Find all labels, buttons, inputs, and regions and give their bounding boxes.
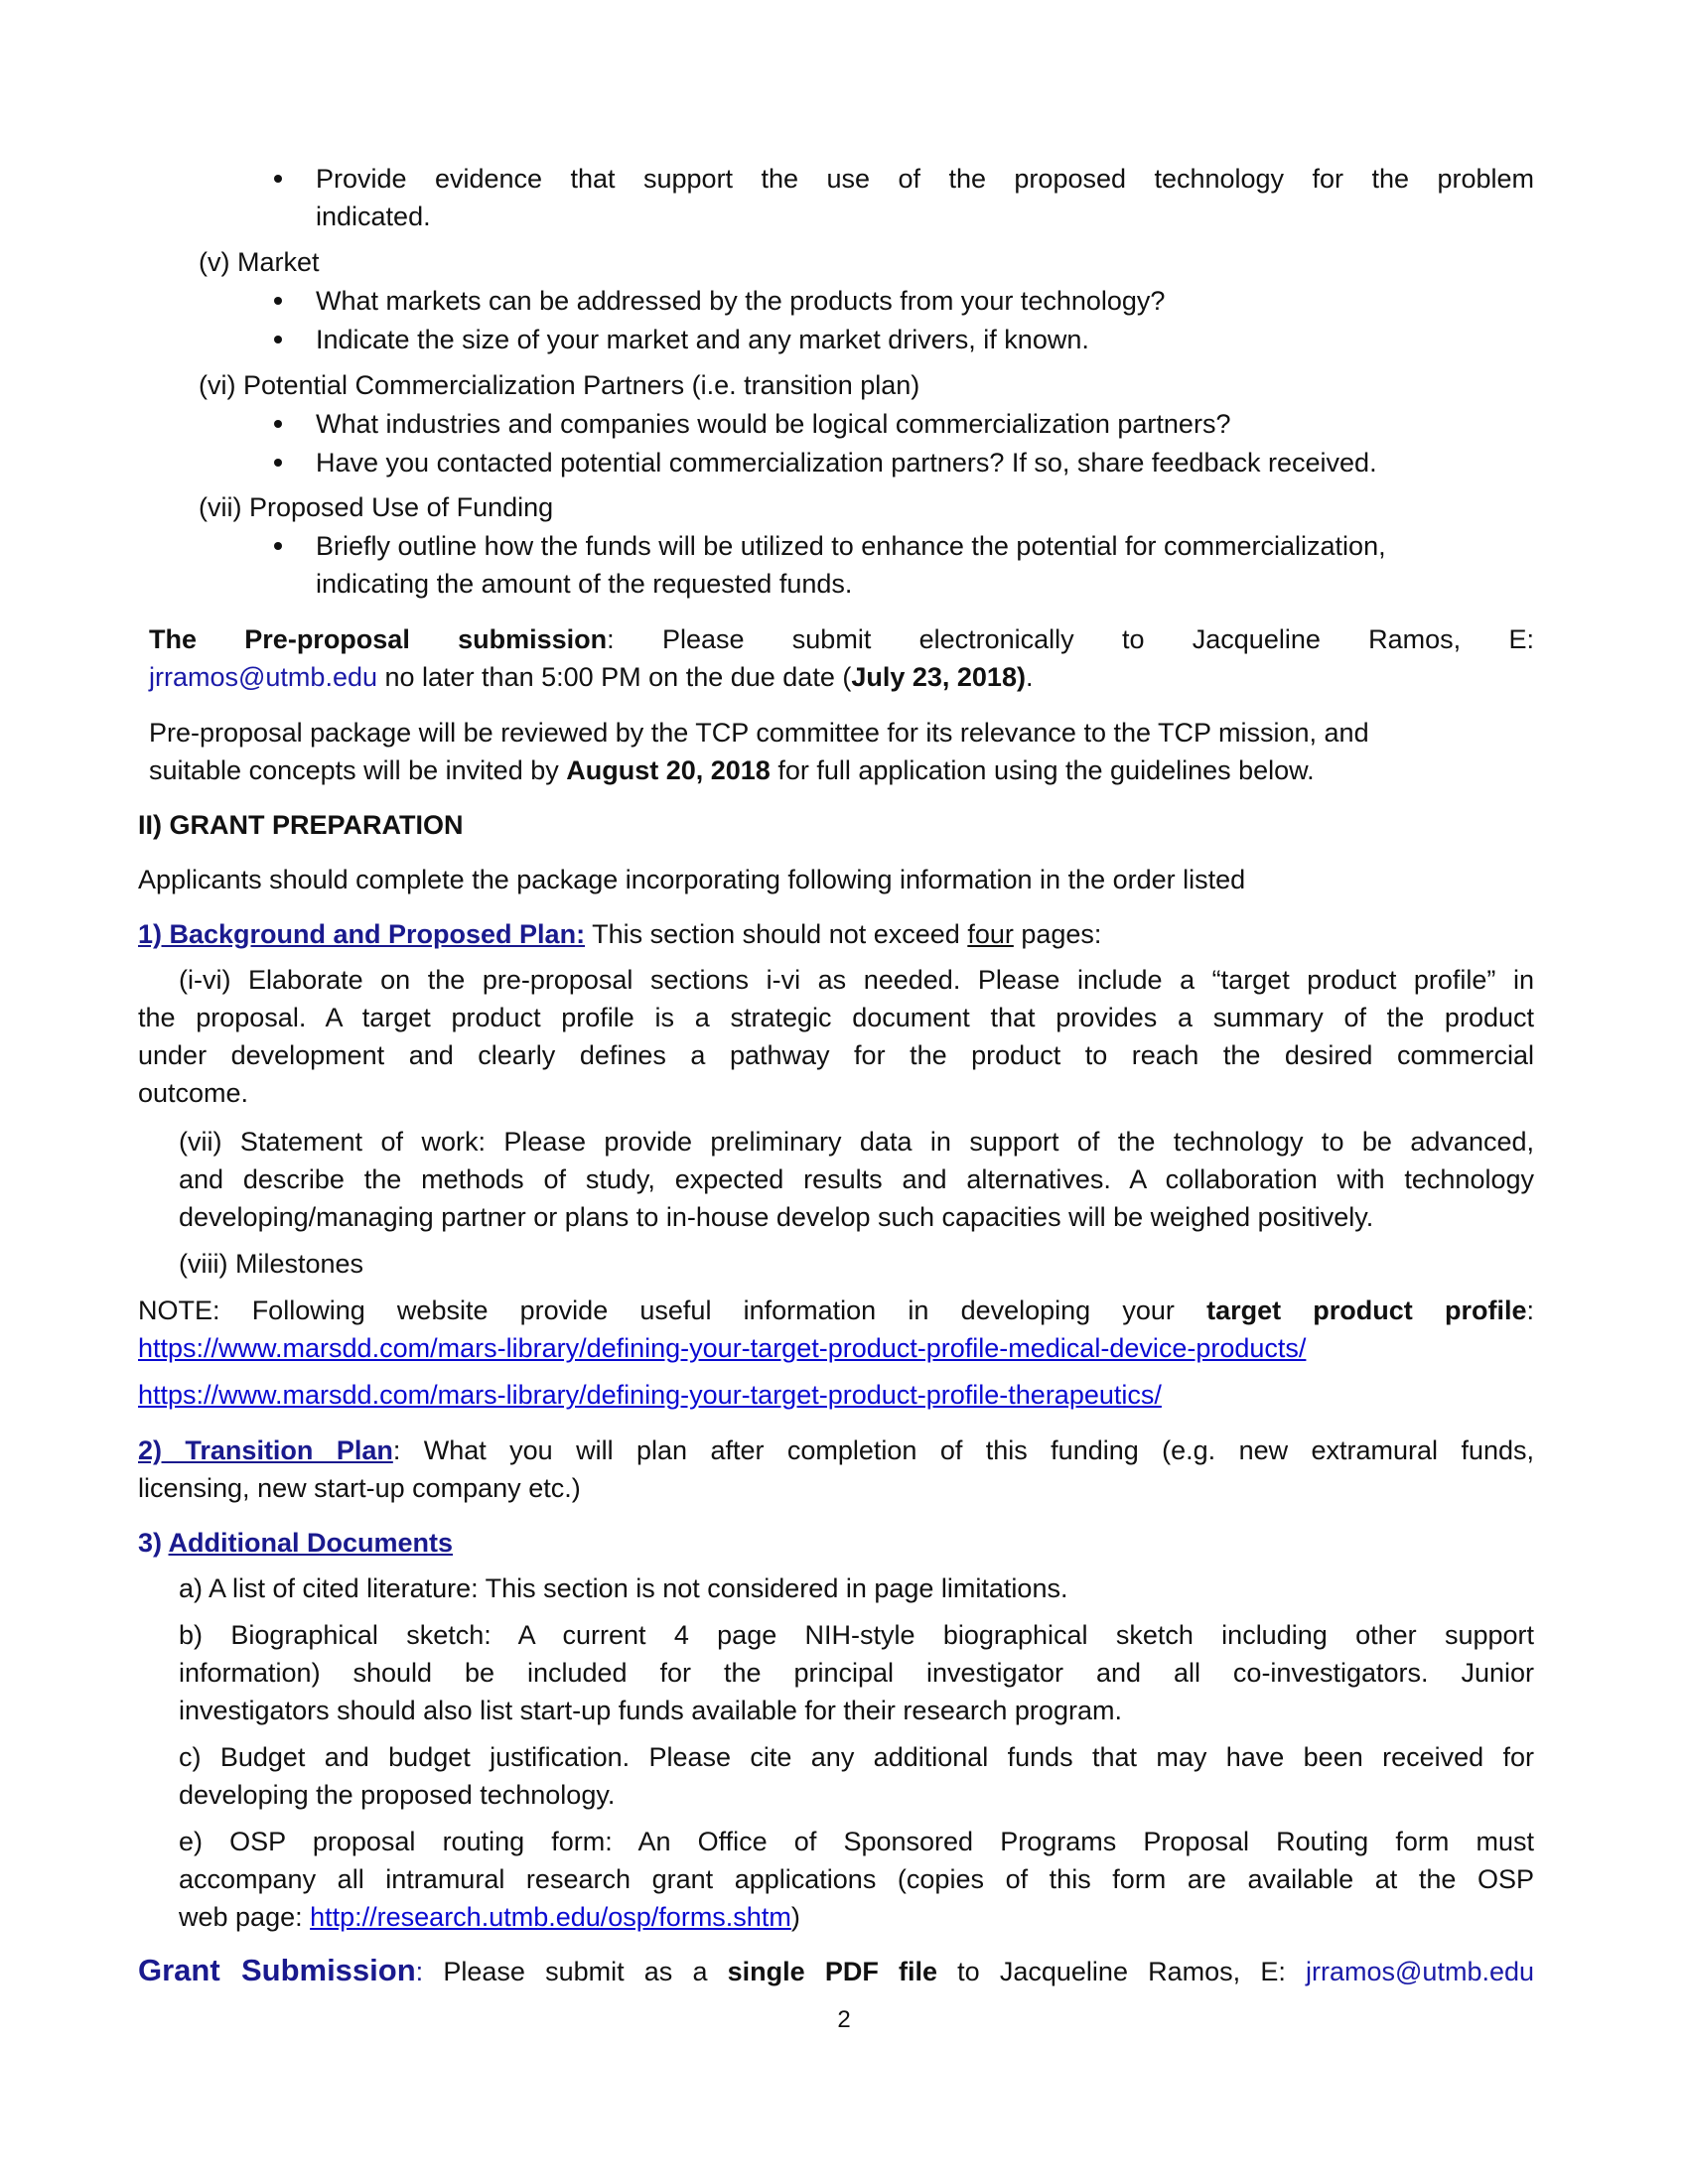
ivi-text: (i-vi) Elaborate on the pre-proposal sections i-vi as needed. Please include a “target product profile” in [179,965,1534,995]
bullet-text: indicated. [316,202,431,231]
heading-colon: : [415,1957,424,1986]
bullet-icon [274,336,282,343]
tpp-medical-device-link[interactable]: https://www.marsdd.com/mars-library/defining-your-target-product-profile-medical-device-products/ [138,1333,1307,1363]
ivi-text: under development and clearly defines a pathway for the product to reach the desired commercial [138,1040,1534,1070]
submission-email-link[interactable]: jrramos@utmb.edu [1306,1957,1535,1986]
note-bold: target product profile [1206,1296,1527,1325]
additional-item-b: information) should be included for the principal investigator and all co-investigators. Junior [179,1658,1534,1688]
bullet-icon [274,459,282,467]
due-date: July 23, 2018) [851,662,1026,692]
subsection-label-funding: (vii) Proposed Use of Funding [199,492,554,522]
transition-text: : What you will plan after completion of this funding (e.g. new extramural funds, [392,1435,1534,1465]
background-desc: pages: [1013,919,1102,949]
background-heading-line [138,915,1101,953]
review-line2 [149,751,1315,789]
additional-item-a: a) A list of cited literature: This section is not considered in page limitations. [179,1573,1068,1603]
bullet-text: indicating the amount of the requested funds. [316,569,853,599]
section-heading-grant-preparation: II) GRANT PREPARATION [138,810,464,840]
submission-format: single PDF file [727,1957,938,1986]
sow-text: and describe the methods of study, expected results and alternatives. A collaboration with technology [179,1164,1534,1194]
grant-submission-heading: Grant Submission [138,1953,416,1987]
transition-heading-link[interactable]: 2) Transition Plan [138,1435,393,1465]
additional-item-c: c) Budget and budget justification. Please cite any additional funds that may have been received for [179,1742,1534,1772]
additional-item-b: b) Biographical sketch: A current 4 page NIH-style biographical sketch including other support [179,1620,1534,1650]
tpp-therapeutics-link[interactable]: https://www.marsdd.com/mars-library/defining-your-target-product-profile-therapeutics/ [138,1380,1162,1410]
sow-text: developing/managing partner or plans to in-house develop such capacities will be weighed positively. [179,1202,1374,1232]
web-page-label: web page: [179,1902,311,1932]
milestones-label: (viii) Milestones [179,1249,364,1279]
note-lead: NOTE: Following website provide useful information in developing your [138,1296,1207,1325]
ivi-text: the proposal. A target product profile is a strategic document that provides a summary of the product [138,1003,1534,1032]
bullet-text: Provide evidence that support the use of the proposed technology for the problem [316,164,1534,194]
additional-prefix: 3) [138,1528,169,1558]
additional-item-e: e) OSP proposal routing form: An Office of Sponsored Programs Proposal Routing form must [179,1827,1534,1856]
preproposal-label: The Pre-proposal submission [149,624,608,654]
review-text: for full application using the guidelines below. [770,755,1315,785]
page-number: 2 [837,2006,851,2033]
note-colon: : [1526,1296,1534,1325]
ivi-text: outcome. [138,1078,249,1108]
page-limit: four [967,919,1014,949]
sow-text: (vii) Statement of work: Please provide preliminary data in support of the technology to be advanced, [179,1127,1534,1157]
background-desc: This section should not exceed [585,919,968,949]
bullet-text: What industries and companies would be logical commercialization partners? [316,409,1231,439]
grant-prep-intro: Applicants should complete the package incorporating following information in the order listed [138,865,1246,894]
grant-submission-line [138,1952,1534,1990]
additional-item-c: developing the proposed technology. [179,1780,616,1810]
bullet-text: Briefly outline how the funds will be utilized to enhance the potential for commercialization, [316,531,1386,561]
invite-date: August 20, 2018 [566,755,771,785]
bullet-icon [274,175,282,183]
bullet-text: What markets can be addressed by the products from your technology? [316,286,1166,316]
contact-email-link[interactable]: jrramos@utmb.edu [149,662,377,692]
transition-line1 [138,1432,1534,1469]
note-text [138,1292,1534,1329]
preproposal-line2 [149,658,1033,696]
bullet-icon [274,420,282,428]
close-paren: ) [790,1902,800,1932]
preproposal-line1 [149,620,1534,658]
additional-item-e: accompany all intramural research grant applications (copies of this form are available at the OSP [179,1864,1534,1894]
bullet-text: Have you contacted potential commercialization partners? If so, share feedback received. [316,448,1377,478]
osp-forms-link[interactable]: http://research.utmb.edu/osp/forms.shtm [310,1902,791,1932]
preproposal-text: : Please submit electronically to Jacqueline Ramos, E: [607,624,1534,654]
transition-line2: licensing, new start-up company etc.) [138,1473,581,1503]
bullet-icon [274,297,282,305]
additional-item-e [179,1898,800,1936]
bullet-icon [274,542,282,550]
review-line1: Pre-proposal package will be reviewed by the TCP committee for its relevance to the TCP mission, and [149,718,1369,748]
additional-item-b: investigators should also list start-up funds available for their research program. [179,1696,1122,1725]
review-text: suitable concepts will be invited by [149,755,567,785]
additional-heading-line [138,1524,453,1562]
subsection-label-market: (v) Market [199,247,320,277]
additional-heading-link[interactable]: Additional Documents [168,1528,454,1558]
submission-text: to Jacqueline Ramos, E: [937,1957,1307,1986]
preproposal-text: no later than 5:00 PM on the due date ( [377,662,852,692]
period: . [1025,662,1034,692]
submission-text: Please submit as a [423,1957,728,1986]
background-heading-link[interactable]: 1) Background and Proposed Plan: [138,919,586,949]
bullet-text: Indicate the size of your market and any market drivers, if known. [316,325,1089,354]
subsection-label-partners: (vi) Potential Commercialization Partners (i.e. transition plan) [199,370,920,400]
